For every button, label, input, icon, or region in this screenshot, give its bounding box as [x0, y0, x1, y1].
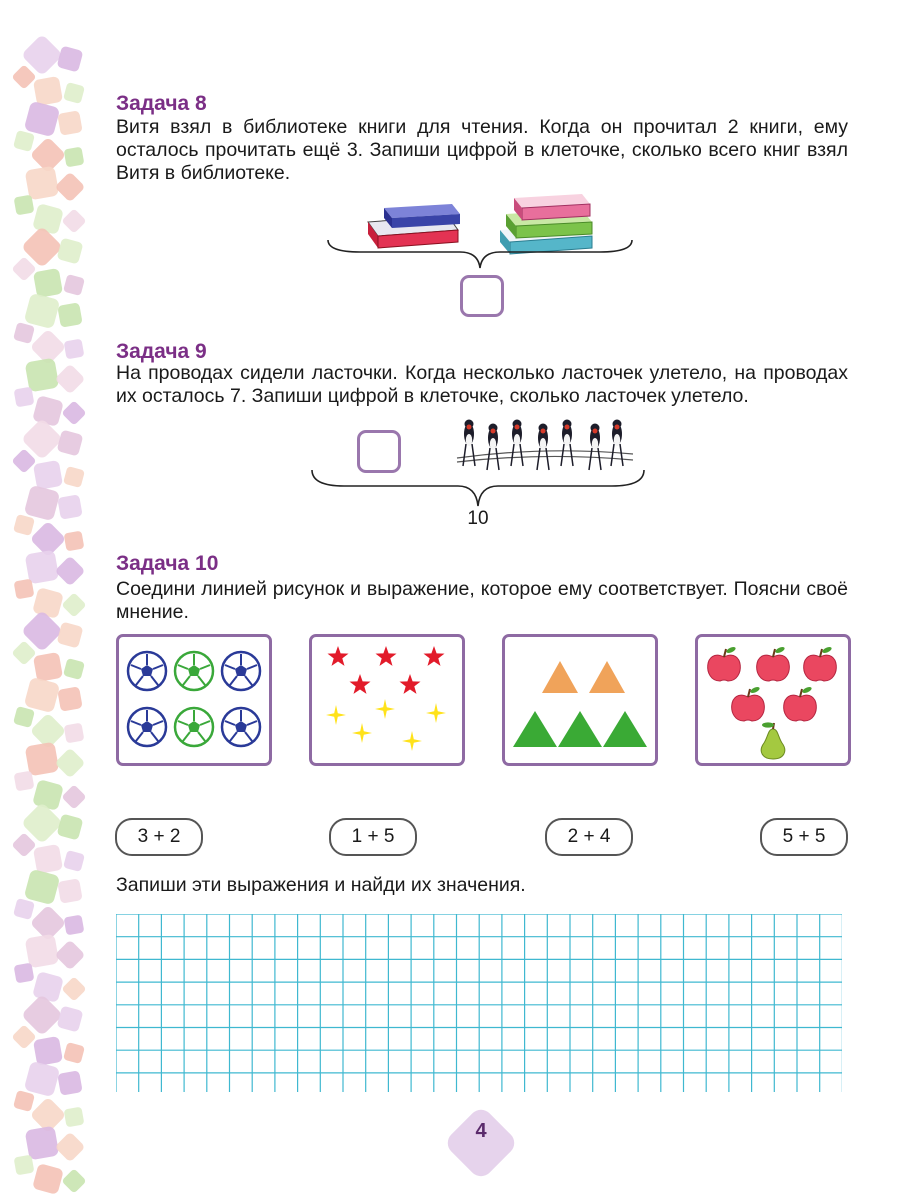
soccer-ball-icon: [222, 652, 260, 690]
soccer-ball-icon: [175, 652, 213, 690]
task10-instruction: Запиши эти выражения и найди их значения.: [116, 874, 526, 896]
task9-curly-brace: [308, 464, 648, 510]
decorative-square: [64, 723, 85, 744]
decorative-square: [25, 1126, 60, 1161]
decorative-square: [25, 166, 60, 201]
red-star-icon: [424, 646, 445, 666]
red-star-icon: [328, 646, 349, 666]
decorative-square: [64, 147, 85, 168]
red-star-icon: [376, 646, 397, 666]
picture-card-balls[interactable]: [116, 634, 272, 766]
decorative-square: [14, 963, 35, 984]
swallow-icon: [463, 420, 475, 467]
decorative-square: [61, 976, 86, 1001]
decorative-square: [57, 110, 82, 135]
book-icon: [384, 204, 460, 228]
task9-title: Задача 9: [116, 340, 207, 363]
decorative-square: [57, 622, 84, 649]
yellow-sparkle-icon: [326, 705, 346, 725]
decorative-square: [11, 832, 36, 857]
apple-icon: [784, 686, 817, 721]
decorative-square: [24, 1061, 61, 1098]
decorative-square: [61, 592, 86, 617]
decorative-square: [57, 494, 82, 519]
decorative-square: [24, 485, 61, 522]
decorative-square: [54, 939, 85, 970]
soccer-ball-icon: [128, 652, 166, 690]
decorative-square: [24, 293, 61, 330]
picture-card-fruits[interactable]: [695, 634, 851, 766]
soccer-ball-icon: [175, 708, 213, 746]
decorative-square: [13, 322, 35, 344]
decorative-square: [64, 531, 85, 552]
yellow-sparkle-icon: [352, 723, 372, 743]
task10-text: Соедини линией рисунок и выражение, которое ему соответствует. Поясни своё мнение.: [116, 578, 848, 623]
yellow-sparkle-icon: [426, 703, 446, 723]
pear-icon: [761, 722, 785, 759]
decorative-square: [11, 640, 36, 665]
decorative-square: [33, 844, 63, 874]
decorative-square: [54, 171, 85, 202]
decorative-square: [57, 878, 82, 903]
books-illustration: [320, 190, 640, 270]
decorative-square: [11, 448, 36, 473]
decorative-square: [54, 363, 85, 394]
soccer-ball-icon: [222, 708, 260, 746]
decorative-square: [57, 1070, 82, 1095]
task9-text: На проводах сидели ласточки. Когда несколько ласточек улетело, на проводах их осталось 7. Запиши цифрой в клеточке, сколько ласточек улетело.: [116, 362, 848, 407]
decorative-square: [32, 587, 64, 619]
decorative-square: [57, 686, 82, 711]
page-number: 4: [475, 1120, 487, 1142]
decorative-square: [57, 1006, 84, 1033]
decorative-square: [11, 256, 36, 281]
red-star-icon: [350, 674, 371, 694]
decorative-square: [57, 302, 82, 327]
decorative-square: [32, 395, 64, 427]
page-number-badge: [436, 1098, 526, 1188]
decorative-square: [24, 869, 61, 906]
decorative-square: [63, 850, 85, 872]
decorative-square: [25, 742, 60, 777]
decorative-square: [63, 658, 85, 680]
decorative-square: [13, 706, 35, 728]
task8-answer-box[interactable]: [460, 275, 504, 317]
decorative-square: [57, 46, 84, 73]
task9-total-label: 10: [467, 508, 489, 529]
swallow-icon: [511, 420, 523, 467]
writing-grid[interactable]: [116, 914, 842, 1092]
picture-card-stars[interactable]: [309, 634, 465, 766]
green-triangle: [603, 711, 647, 747]
decorative-square: [14, 1155, 35, 1176]
decorative-square: [33, 1036, 63, 1066]
decorative-square: [33, 76, 63, 106]
decorative-square: [32, 779, 64, 811]
decorative-square: [25, 550, 60, 585]
orange-triangle: [589, 661, 625, 693]
soccer-ball-icon: [128, 708, 166, 746]
decorative-square: [14, 771, 35, 792]
decorative-square: [11, 64, 36, 89]
expression-pill[interactable]: 5 + 5: [760, 818, 848, 856]
picture-card-triangles[interactable]: [502, 634, 658, 766]
decorative-square: [64, 1107, 85, 1128]
red-star-icon: [400, 674, 421, 694]
decorative-square: [24, 677, 61, 714]
task10-title: Задача 10: [116, 552, 219, 575]
decorative-square: [32, 203, 64, 235]
decorative-square: [24, 101, 61, 138]
apple-icon: [757, 646, 790, 681]
decorative-square: [13, 514, 35, 536]
decorative-square: [64, 339, 85, 360]
decorative-square: [57, 238, 84, 265]
decorative-square: [57, 430, 84, 457]
decorative-square: [14, 195, 35, 216]
decorative-square: [25, 358, 60, 393]
expression-pill[interactable]: 1 + 5: [329, 818, 417, 856]
decorative-square: [14, 387, 35, 408]
decorative-square: [32, 1163, 64, 1195]
yellow-sparkle-icon: [402, 731, 422, 751]
decorative-square: [13, 1090, 35, 1112]
decorative-square: [13, 130, 35, 152]
decorative-square: [54, 747, 85, 778]
decorative-square: [32, 971, 64, 1003]
expression-pill[interactable]: 3 + 2: [115, 818, 203, 856]
decorative-square: [11, 1024, 36, 1049]
green-triangle: [513, 711, 557, 747]
decorative-square: [54, 555, 85, 586]
decorative-square: [61, 1168, 86, 1193]
decorative-square: [63, 1042, 85, 1064]
decorative-border: [0, 0, 110, 1200]
decorative-square: [14, 579, 35, 600]
orange-triangle: [542, 661, 578, 693]
decorative-square: [63, 82, 85, 104]
apple-icon: [732, 686, 765, 721]
decorative-square: [54, 1131, 85, 1162]
green-triangle: [558, 711, 602, 747]
decorative-square: [61, 208, 86, 233]
apple-icon: [708, 646, 741, 681]
apple-icon: [804, 646, 837, 681]
decorative-square: [13, 898, 35, 920]
decorative-square: [33, 652, 63, 682]
decorative-square: [61, 400, 86, 425]
decorative-square: [61, 784, 86, 809]
decorative-square: [33, 460, 63, 490]
task8-title: Задача 8: [116, 92, 207, 115]
decorative-square: [63, 274, 85, 296]
decorative-square: [64, 915, 85, 936]
expression-pill[interactable]: 2 + 4: [545, 818, 633, 856]
yellow-sparkle-icon: [375, 699, 395, 719]
task8-text: Витя взял в библиотеке книги для чтения. Когда он прочитал 2 книги, ему осталось прочитать ещё 3. Запиши цифрой в клеточке, сколько всего книг взял Витя в библиотеке.: [116, 116, 848, 184]
decorative-square: [33, 268, 63, 298]
decorative-square: [57, 814, 84, 841]
decorative-square: [25, 934, 60, 969]
swallow-icon: [561, 420, 573, 467]
book-icon: [514, 194, 590, 220]
decorative-square: [63, 466, 85, 488]
